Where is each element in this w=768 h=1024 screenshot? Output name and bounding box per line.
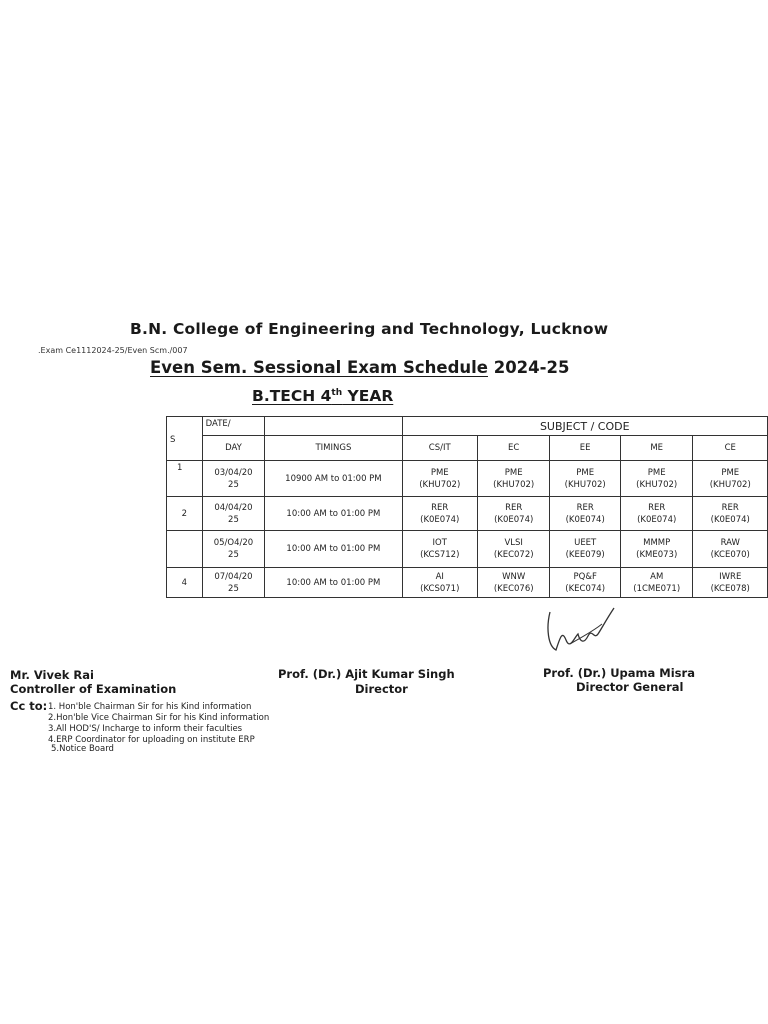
- row-date: [202, 531, 265, 568]
- subject-cell: [693, 568, 768, 598]
- subject-code: (KME073): [636, 550, 678, 560]
- cc-item: 1. Hon'ble Chairman Sir for his Kind information: [48, 702, 252, 712]
- subject-code: (K0E074): [637, 514, 677, 525]
- header-timings-blank: [265, 417, 402, 436]
- cc-item: 3.All HOD'S/ Incharge to inform their faculties: [48, 724, 243, 734]
- subject-code: (K0E074): [420, 514, 460, 525]
- subject-name: AI: [435, 571, 444, 582]
- subject-cell: [477, 497, 549, 531]
- subject-cell: [477, 461, 549, 497]
- subject-code: (KHU702): [419, 479, 461, 490]
- subject-name: RER: [431, 502, 449, 513]
- exam-schedule-table: [166, 416, 768, 598]
- row-date: [202, 461, 265, 497]
- row-date-part1: 04/04/20: [214, 502, 253, 513]
- row-timing: 10:00 AM to 01:00 PM: [265, 568, 402, 598]
- row-sno: 4: [167, 568, 203, 598]
- row-date-part1: 07/04/20: [214, 571, 253, 582]
- subject-name: RER: [505, 502, 523, 513]
- header-date: DATE/: [202, 417, 265, 436]
- subject-cell: [550, 531, 621, 568]
- header-branch-ce: CE: [693, 436, 768, 461]
- table-row: [167, 461, 768, 497]
- header-sno: S: [167, 417, 203, 461]
- header-day: DAY: [202, 436, 265, 461]
- year-title-sup: th: [331, 387, 343, 398]
- table-row: [167, 531, 768, 568]
- year-title-prefix: B.TECH 4: [252, 387, 332, 405]
- row-date-part1: 05/O4/20: [213, 538, 254, 548]
- schedule-title: [150, 358, 569, 377]
- subject-name: PME: [504, 467, 523, 478]
- cc-item: 2.Hon'ble Vice Chairman Sir for his Kind information: [48, 713, 270, 723]
- subject-code: (KHU702): [493, 479, 535, 490]
- subject-name: PME: [576, 467, 595, 478]
- subject-name: PME: [430, 467, 449, 478]
- row-date-part2: 25: [228, 550, 239, 560]
- cc-item: 5.Notice Board: [51, 744, 114, 754]
- subject-name: MMMP: [643, 538, 671, 548]
- subject-cell: [550, 568, 621, 598]
- row-sno: [167, 531, 203, 568]
- subject-name: AM: [650, 571, 664, 582]
- table-header-row-1: [167, 417, 768, 436]
- subject-code: (KCE070): [710, 550, 750, 560]
- subject-name: RER: [648, 502, 666, 513]
- row-timing: 10:00 AM to 01:00 PM: [265, 497, 402, 531]
- cc-item: 4.ERP Coordinator for uploading on institute ERP: [48, 735, 255, 745]
- subject-name: WNW: [502, 571, 526, 582]
- row-timing: 10900 AM to 01:00 PM: [265, 461, 402, 497]
- controller-role: Controller of Examination: [10, 682, 177, 696]
- subject-code: (KEC076): [493, 583, 534, 594]
- header-subject-code: SUBJECT / CODE: [402, 417, 767, 436]
- subject-cell: [402, 461, 477, 497]
- row-date-part2: 25: [228, 514, 239, 525]
- subject-name: IOT: [432, 538, 447, 548]
- subject-code: (KCE078): [710, 583, 750, 594]
- subject-cell: [620, 568, 693, 598]
- subject-name: PQ&F: [573, 571, 597, 582]
- header-branch-ec: EC: [477, 436, 549, 461]
- subject-cell: [402, 497, 477, 531]
- table-row: [167, 497, 768, 531]
- director-role: Director: [355, 682, 408, 696]
- subject-name: RER: [576, 502, 594, 513]
- cc-label: Cc to:: [10, 699, 48, 713]
- header-branch-me: ME: [620, 436, 693, 461]
- subject-cell: [693, 497, 768, 531]
- subject-cell: [693, 531, 768, 568]
- header-branch-csit: CS/IT: [402, 436, 477, 461]
- reference-number: .Exam Ce1112024-25/Even Scm./007: [38, 346, 188, 355]
- subject-cell: [550, 461, 621, 497]
- subject-cell: [550, 497, 621, 531]
- subject-code: (K0E074): [710, 514, 750, 525]
- schedule-title-text: Even Sem. Sessional Exam Schedule: [150, 358, 488, 377]
- director-name: Prof. (Dr.) Ajit Kumar Singh: [278, 667, 455, 681]
- subject-cell: [620, 531, 693, 568]
- subject-cell: [402, 568, 477, 598]
- college-name: B.N. College of Engineering and Technology, Lucknow: [130, 320, 609, 338]
- subject-name: VLSI: [504, 538, 523, 548]
- header-timings: TIMINGS: [265, 436, 402, 461]
- row-date: [202, 497, 265, 531]
- row-date: [202, 568, 265, 598]
- row-date-part1: 03/04/20: [214, 467, 253, 478]
- subject-cell: [620, 497, 693, 531]
- year-title: [252, 387, 393, 405]
- subject-name: UEET: [574, 538, 597, 548]
- subject-cell: [477, 531, 549, 568]
- controller-name: Mr. Vivek Rai: [10, 668, 94, 682]
- row-sno: 1: [167, 461, 203, 497]
- subject-cell: [402, 531, 477, 568]
- academic-year: 2024-25: [493, 358, 570, 377]
- subject-name: RAW: [720, 538, 740, 548]
- subject-name: RER: [721, 502, 739, 513]
- subject-name: PME: [647, 467, 666, 478]
- subject-code: (K0E074): [565, 514, 605, 525]
- subject-code: (1CME071): [633, 583, 681, 594]
- director-general-role: Director General: [576, 680, 684, 694]
- subject-name: IWRE: [719, 571, 742, 582]
- row-date-part2: 25: [228, 479, 239, 490]
- subject-code: (KCS071): [420, 583, 460, 594]
- year-title-suffix: YEAR: [342, 387, 394, 405]
- subject-code: (KHU702): [709, 479, 751, 490]
- subject-cell: [620, 461, 693, 497]
- director-general-name: Prof. (Dr.) Upama Misra: [543, 666, 695, 680]
- subject-code: (KEC074): [565, 583, 606, 594]
- subject-code: (KHU702): [636, 479, 678, 490]
- row-timing: 10:00 AM to 01:00 PM: [265, 531, 402, 568]
- subject-name: PME: [721, 467, 740, 478]
- row-date-part2: 25: [228, 583, 239, 594]
- subject-code: (K0E074): [494, 514, 534, 525]
- subject-cell: [477, 568, 549, 598]
- table-header-row-2: [167, 436, 768, 461]
- subject-code: (KEC072): [493, 550, 534, 560]
- signature-scribble: [540, 598, 620, 662]
- subject-code: (KEE079): [565, 550, 605, 560]
- row-sno: 2: [167, 497, 203, 531]
- subject-code: (KHU702): [564, 479, 606, 490]
- table-row: [167, 568, 768, 598]
- header-branch-ee: EE: [550, 436, 621, 461]
- subject-code: (KCS712): [420, 550, 460, 560]
- subject-cell: [693, 461, 768, 497]
